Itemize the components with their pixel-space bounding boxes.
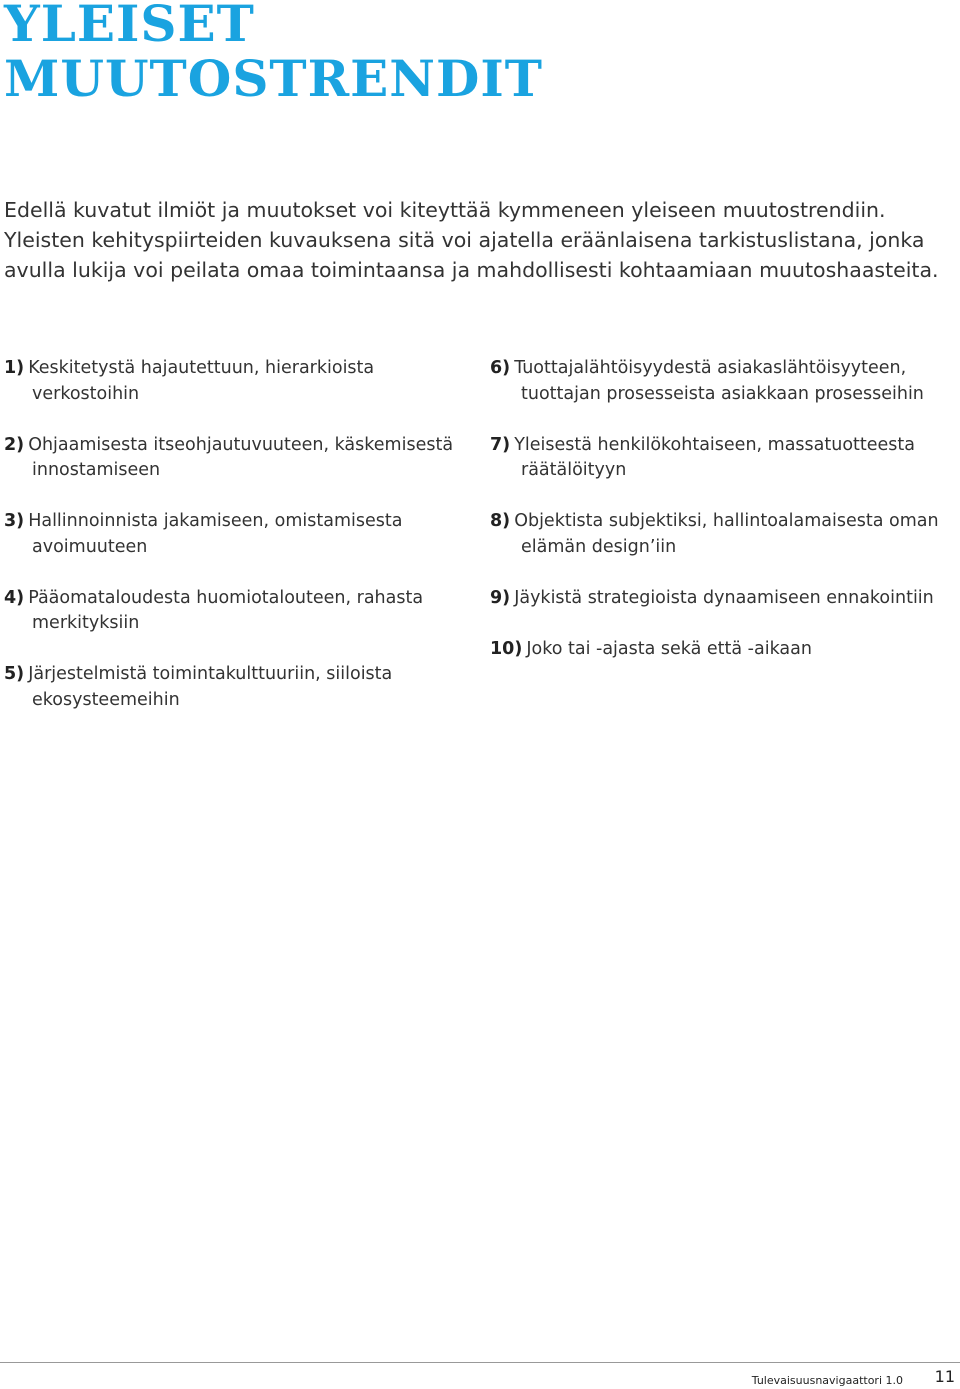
trend-item: [4, 586, 464, 637]
trend-number: 10): [490, 638, 523, 659]
trend-text: Keskitetystä hajautettuun, hierarkioista verkostoihin: [28, 358, 375, 404]
trend-text: Hallinnoinnista jakamiseen, omistamisesta avoimuuteen: [28, 511, 403, 557]
trend-list-right: [490, 356, 950, 688]
footer-divider: [0, 1362, 960, 1363]
trend-number: 1): [4, 358, 25, 378]
trend-item: [490, 637, 950, 663]
trend-text: Jäykistä strategioista dynaamiseen ennakointiin: [514, 587, 934, 608]
page-number: 11: [934, 1367, 955, 1386]
trend-number: 4): [4, 587, 25, 608]
trend-item: [4, 509, 464, 560]
trend-text: Joko tai -ajasta sekä että -aikaan: [526, 638, 812, 659]
trend-list-left: [4, 356, 464, 739]
trend-text: Yleisestä henkilökohtaiseen, massatuotteesta räätälöityyn: [514, 434, 916, 480]
trend-text: Järjestelmistä toimintakulttuuriin, siiloista ekosysteemeihin: [28, 664, 393, 710]
trend-number: 8): [490, 511, 511, 531]
page-title-line-2: MUUTOSTRENDIT: [4, 49, 543, 108]
trend-item: [490, 509, 950, 560]
trend-text: Objektista subjektiksi, hallintoalamaisesta oman elämän design’iin: [514, 511, 939, 557]
trend-item: [490, 433, 950, 484]
trend-number: 2): [4, 434, 25, 455]
trend-text: Tuottajalähtöisyydestä asiakaslähtöisyyteen, tuottajan prosesseista asiakkaan prosesseihin: [514, 358, 924, 404]
trend-number: 5): [4, 664, 25, 684]
page-title: [4, 0, 543, 106]
trend-number: 7): [490, 434, 511, 455]
trend-item: [4, 433, 464, 484]
trend-item: [4, 356, 464, 407]
trend-number: 6): [490, 358, 511, 378]
footer-publication: Tulevaisuusnavigaattori 1.0: [751, 1374, 903, 1387]
trend-item: [490, 356, 950, 407]
trend-item: [490, 586, 950, 612]
trend-text: Pääomataloudesta huomiotalouteen, rahasta merkityksiin: [28, 587, 424, 633]
trend-item: [4, 662, 464, 713]
trend-number: 9): [490, 587, 511, 608]
trend-number: 3): [4, 511, 25, 531]
page-title-line-1: YLEISET: [4, 0, 255, 53]
trend-text: Ohjaamisesta itseohjautuvuuteen, käskemisestä innostamiseen: [28, 434, 454, 480]
intro-paragraph: Edellä kuvatut ilmiöt ja muutokset voi kiteyttää kymmeneen yleiseen muutostrendiin. Yleisten kehityspiirteiden kuvauksena sitä voi ajatella eräänlaisena tarkistuslistana, jonka avulla lukija voi peilata omaa toimintaansa ja mahdollisesti kohtaamiaan muutoshaasteita.: [4, 198, 939, 282]
